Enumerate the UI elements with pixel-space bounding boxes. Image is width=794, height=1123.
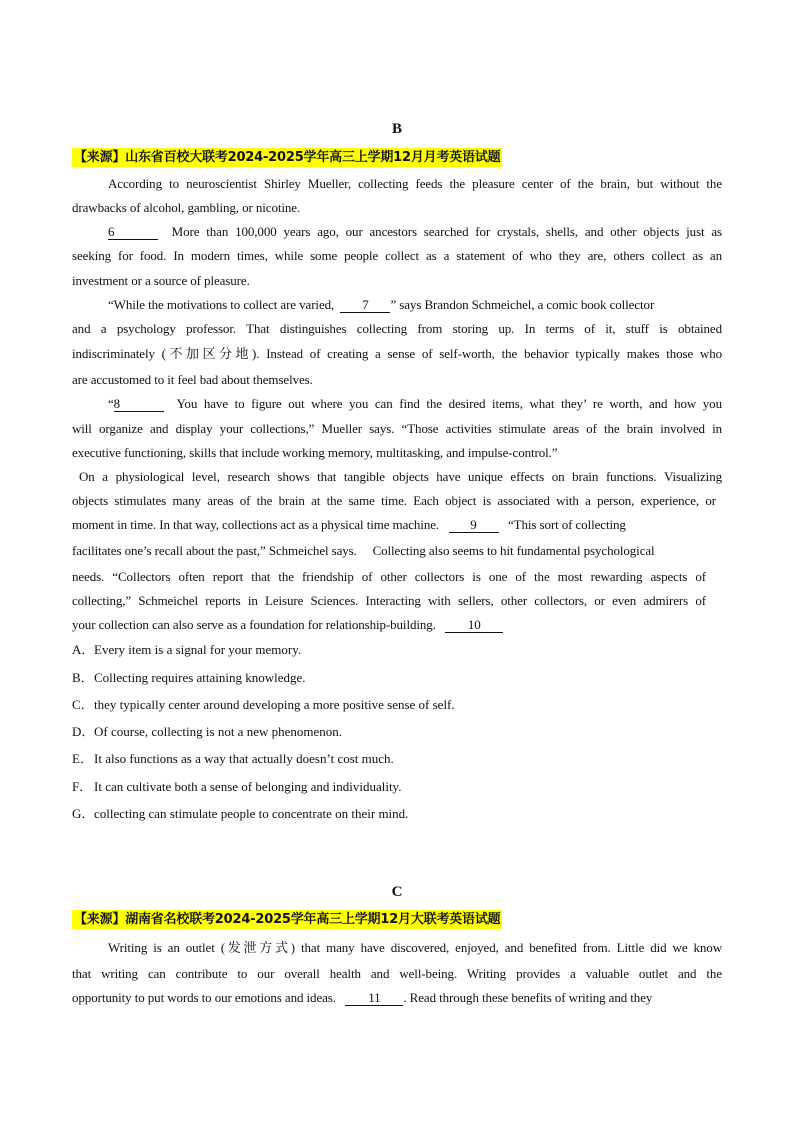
paragraph-line: On a physiological level, research shows that tangible objects have unique effects on brain functions. Visualizing (79, 469, 722, 484)
paragraph-line: “8 You have to figure out where you can find the desired items, what they’ re worth, and how you (108, 396, 722, 411)
option-e[interactable]: E．It also functions as a way that actually doesn’t cost much. (72, 751, 394, 766)
paragraph-line: are accustomed to it feel bad about themselves. (72, 372, 313, 387)
paragraph-line: executive functioning, skills that include working memory, multitasking, and impulse-control.” (72, 445, 558, 460)
option-b[interactable]: B．Collecting requires attaining knowledge. (72, 670, 306, 685)
blank-10[interactable]: 10 (445, 617, 503, 633)
paragraph-line: opportunity to put words to our emotions and ideas. 11 . Read through these benefits of writing and they (72, 990, 653, 1005)
paragraph-line: will organize and display your collections,” Mueller says. “Those activities stimulate areas of the brain involved in (72, 421, 722, 436)
paragraph-line: drawbacks of alcohol, gambling, or nicotine. (72, 200, 301, 215)
option-d[interactable]: D．Of course, collecting is not a new phenomenon. (72, 724, 343, 739)
option-g[interactable]: G．collecting can stimulate people to concentrate on their mind. (72, 806, 409, 821)
blank-8[interactable]: 8 (114, 396, 164, 412)
section-b-source: 【来源】山东省百校大联考2024-2025学年高三上学期12月月考英语试题 (74, 150, 501, 165)
option-a[interactable]: A．Every item is a signal for your memory. (72, 642, 302, 657)
paragraph-line: 6 More than 100,000 years ago, our ancestors searched for crystals, shells, and other objects just as (108, 224, 722, 239)
section-c-source: 【来源】湖南省名校联考2024-2025学年高三上学期12月大联考英语试题 (74, 912, 501, 927)
paragraph-line: needs. “Collectors often report that the friendship of other collectors is one of the most rewarding aspects of (72, 569, 706, 584)
paragraph-line: Writing is an outlet (发泄方式) that many have discovered, enjoyed, and benefited from. Little did we know (108, 940, 722, 955)
paragraph-line: your collection can also serve as a foundation for relationship-building. 10 (72, 616, 722, 634)
paragraph-line: facilitates one’s recall about the past,” Schmeichel says. Collecting also seems to hit fundamental psychological (72, 543, 655, 558)
paragraph-line: and a psychology professor. That distinguishes collecting from storing up. In terms of it, stuff is obtained (72, 321, 722, 336)
option-f[interactable]: F． It can cultivate both a sense of belonging and individuality. (72, 779, 402, 794)
paragraph-line: that writing can contribute to our overall health and well-being. Writing provides a valuable outlet and the (72, 966, 722, 981)
paragraph-line: According to neuroscientist Shirley Mueller, collecting feeds the pleasure center of the brain, but without the (108, 176, 722, 191)
blank-11[interactable]: 11 (345, 990, 403, 1006)
blank-7[interactable]: 7 (340, 297, 390, 313)
paragraph-line: indiscriminately (不加区分地). Instead of creating a sense of self-worth, the behavior typically makes those who (72, 346, 722, 361)
section-b-letter: B (391, 121, 402, 137)
blank-6[interactable]: 6 (108, 224, 158, 240)
blank-9[interactable]: 9 (449, 517, 499, 533)
paragraph-line: seeking for food. In modern times, while some people collect as a statement of who they are, others collect as an (72, 248, 722, 263)
paragraph-line: “While the motivations to collect are varied, 7 ” says Brandon Schmeichel, a comic book collector (108, 297, 655, 312)
paragraph-line: collecting,” Schmeichel reports in Leisure Sciences. Interacting with sellers, other collectors, or even admirers of (72, 593, 706, 608)
paragraph-line: investment or a source of pleasure. (72, 273, 250, 288)
section-c-letter: C (391, 884, 403, 900)
paragraph-line: moment in time. In that way, collections act as a physical time machine. 9 “This sort of collecting (72, 517, 626, 532)
option-c[interactable]: C．they typically center around developing a more positive sense of self. (72, 697, 455, 712)
paragraph-line: objects stimulates many areas of the brain at the same time. Each object is associated with a person, experience, or (72, 493, 716, 508)
